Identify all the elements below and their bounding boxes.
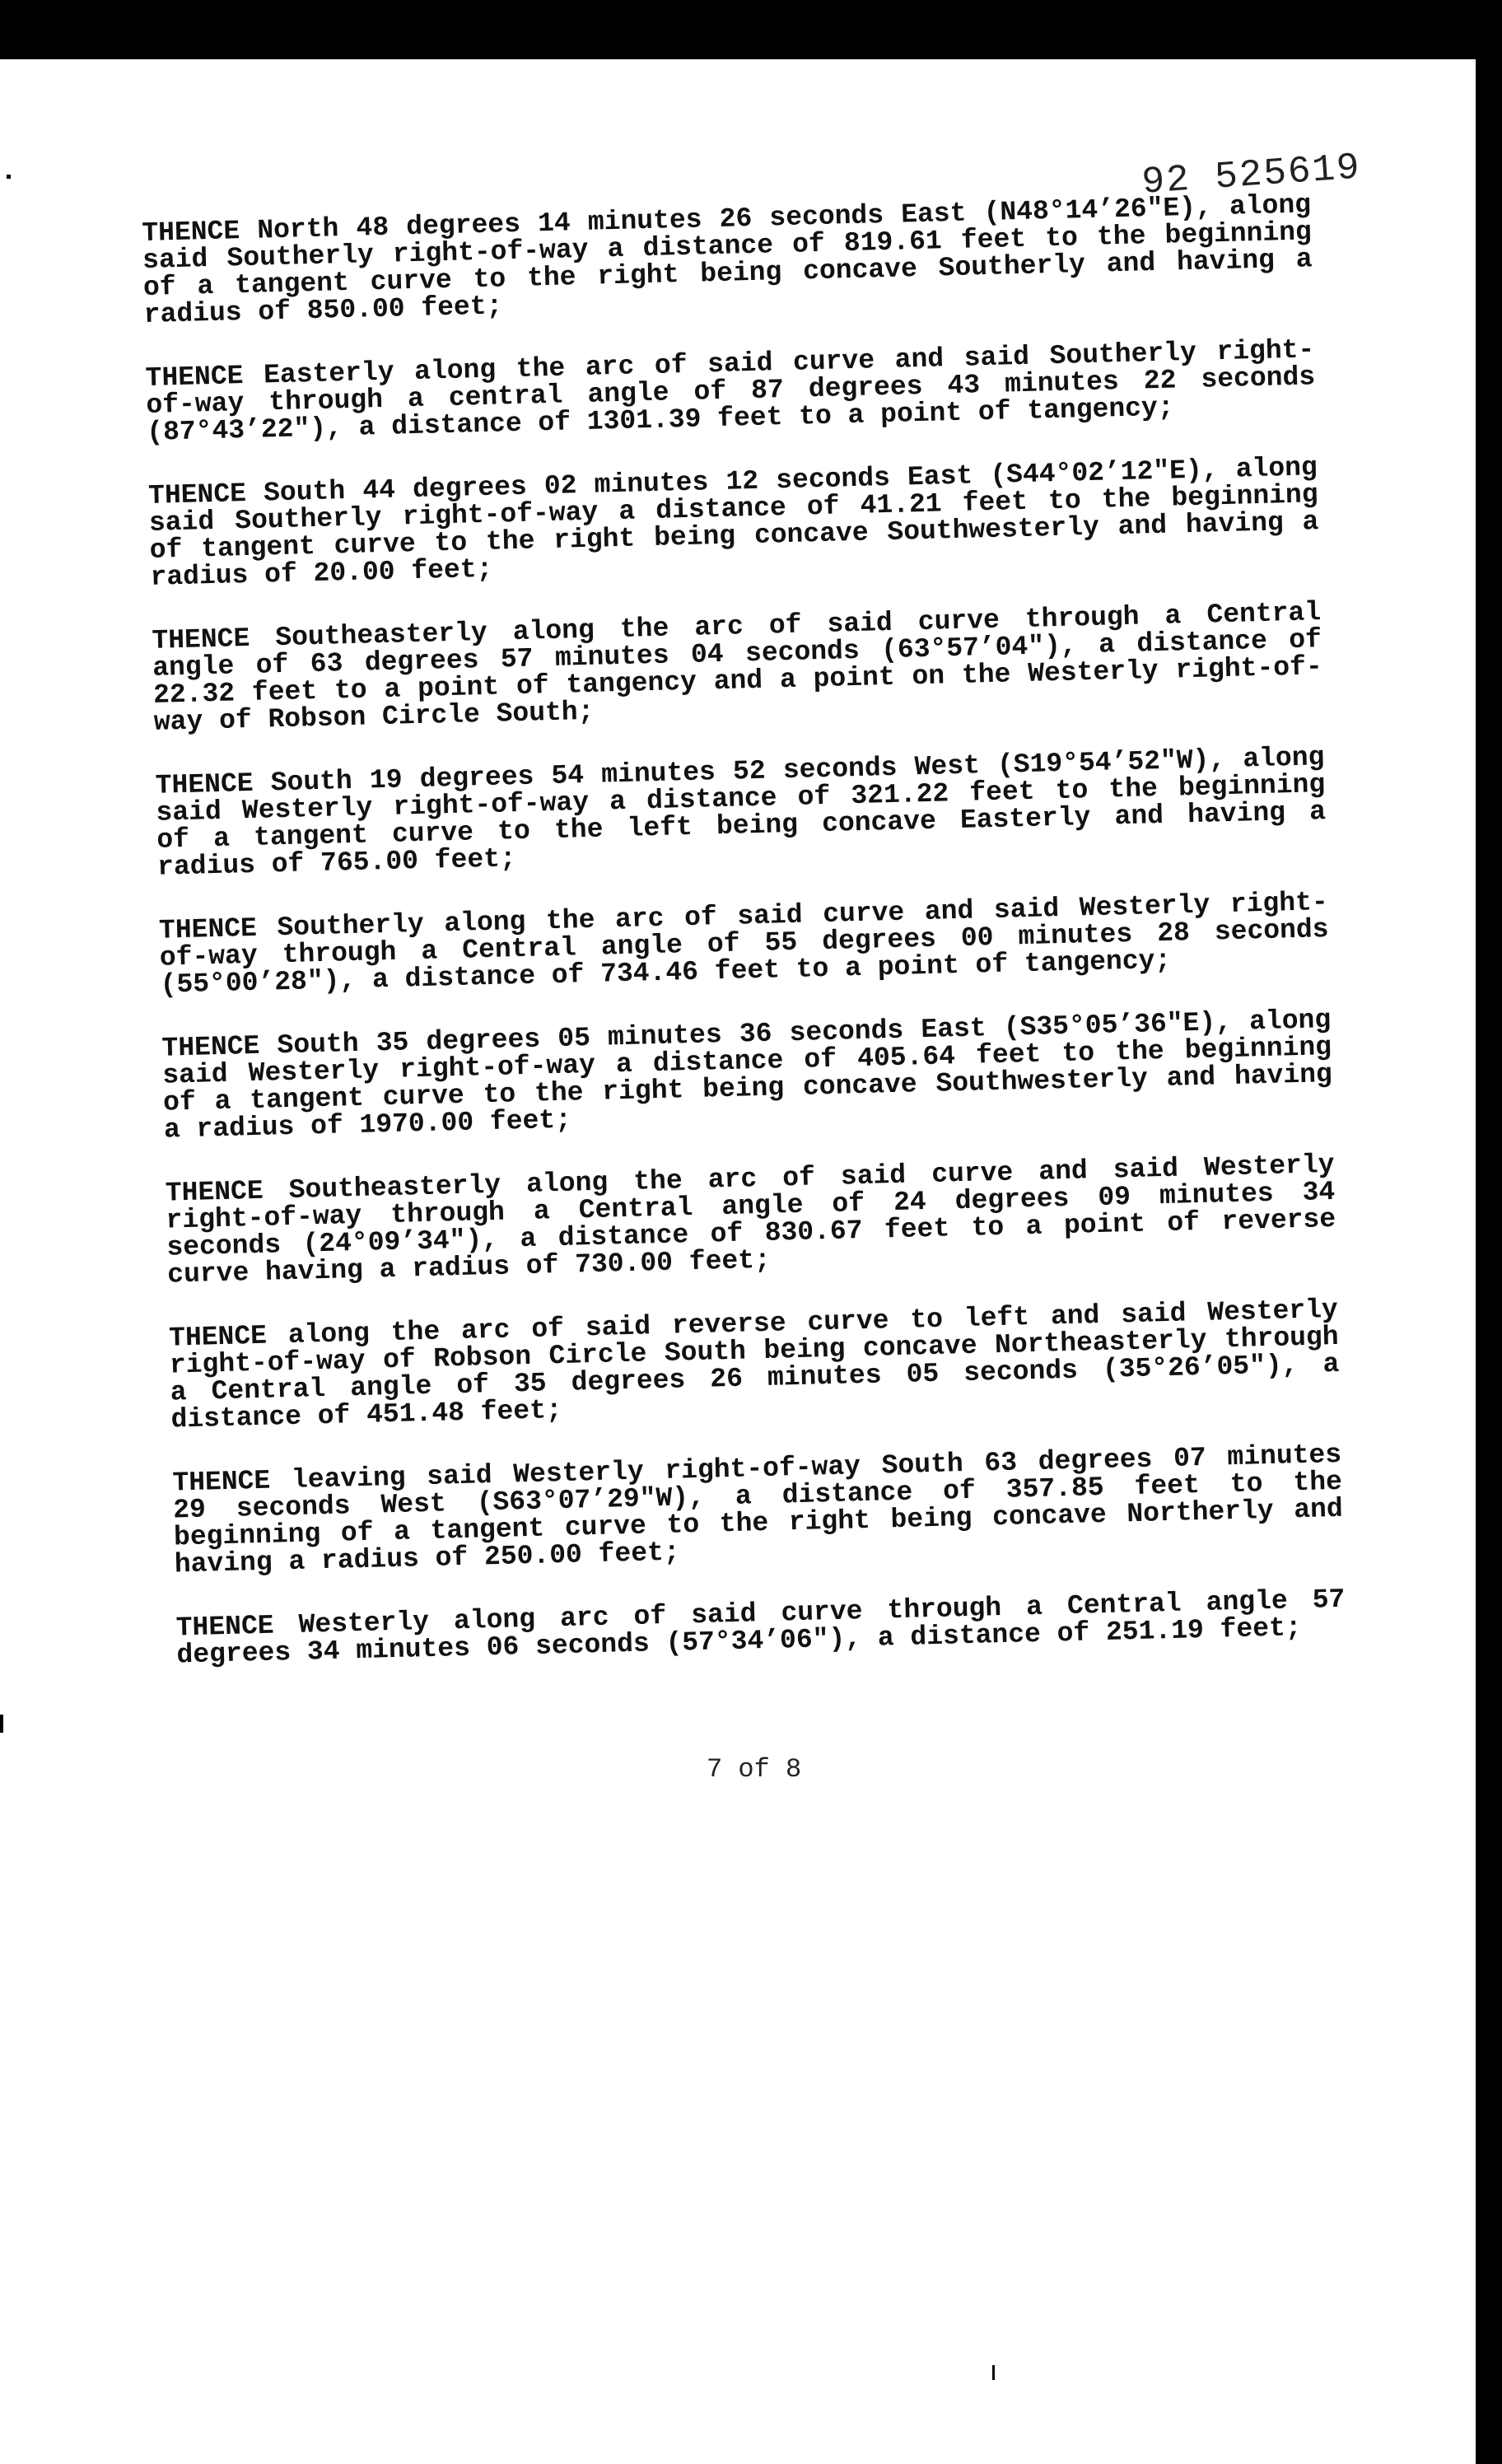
course-paragraph-7: THENCE South 35 degrees 05 minutes 36 seconds East (S35°05’36"E), along said Westerly right-of-way a distance of 405.64 feet to the beginning of a tangent curve to the right being concave Southwesterly and having a radius of 1970.00 feet; bbox=[161, 1005, 1333, 1146]
page-number: 7 of 8 bbox=[707, 1754, 802, 1785]
scan-speck bbox=[7, 175, 11, 179]
course-paragraph-10: THENCE leaving said Westerly right-of-way South 63 degrees 07 minutes 29 seconds West (S63°07’29"W), a distance of 357.85 feet to the beginning of a tangent curve to the right being concave Northerly and having a radius of 250.00 feet; bbox=[172, 1439, 1344, 1580]
scan-speck bbox=[0, 1715, 3, 1733]
course-paragraph-4: THENCE Southeasterly along the arc of said curve through a Central angle of 63 degrees 57 minutes 04 seconds (63°57’04"), a distance of 22.32 feet to a point of tangency and a point on the Westerly right-of-way of Robson Circle South; bbox=[152, 597, 1323, 738]
legal-description bbox=[142, 191, 1347, 1705]
scan-speck bbox=[992, 2365, 995, 2380]
course-paragraph-3: THENCE South 44 degrees 02 minutes 12 seconds East (S44°02’12"E), along said Southerly right-of-way a distance of 41.21 feet to the beginning of tangent curve to the right being concave Southwesterly and having a radius of 20.00 feet; bbox=[147, 452, 1319, 593]
course-paragraph-6: THENCE Southerly along the arc of said curve and said Westerly right-of-way through a Central angle of 55 degrees 00 minutes 28 seconds (55°00’28"), a distance of 734.46 feet to a point of tangency; bbox=[158, 887, 1329, 1001]
course-paragraph-11: THENCE Westerly along arc of said curve through a Central angle 57 degrees 34 minutes 06 seconds (57°34’06"), a distance of 251.19 feet; bbox=[175, 1584, 1346, 1671]
course-paragraph-2: THENCE Easterly along the arc of said curve and said Southerly right-of-way through a central angle of 87 degrees 43 minutes 22 seconds (87°43’22"), a distance of 1301.39 feet to a point of tangency; bbox=[145, 334, 1316, 448]
document-number: 92 525619 bbox=[1140, 146, 1363, 204]
document-page bbox=[0, 59, 1476, 2464]
course-paragraph-1: THENCE North 48 degrees 14 minutes 26 seconds East (N48°14’26"E), along said Southerly right-of-way a distance of 819.61 feet to the beginning of a tangent curve to the right being concave Southerly and having a radius of 850.00 feet; bbox=[141, 189, 1313, 330]
course-paragraph-9: THENCE along the arc of said reverse curve to left and said Westerly right-of-way of Robson Circle South being concave Northeasterly through a Central angle of 35 degrees 26 minutes 05 seconds (35°26’05"), a distance of 451.48 feet; bbox=[168, 1294, 1340, 1435]
course-paragraph-8: THENCE Southeasterly along the arc of said curve and said Westerly right-of-way through a Central angle of 24 degrees 09 minutes 34 seconds (24°09’34"), a distance of 830.67 feet to a point of reverse curve having a radius of 730.00 feet; bbox=[165, 1149, 1336, 1290]
course-paragraph-5: THENCE South 19 degrees 54 minutes 52 seconds West (S19°54’52"W), along said Westerly right-of-way a distance of 321.22 feet to the beginning of a tangent curve to the left being concave Easterly and having a radius of 765.00 feet; bbox=[155, 742, 1327, 883]
